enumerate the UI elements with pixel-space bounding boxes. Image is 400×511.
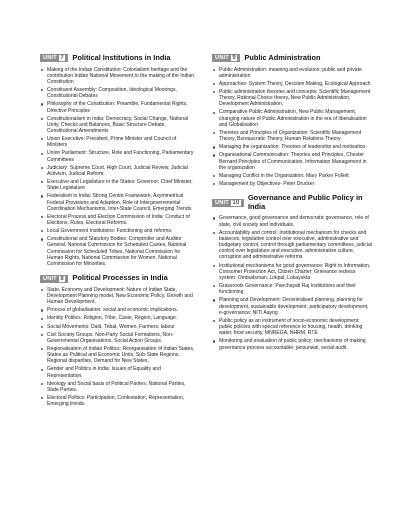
topic-item: Union Executive: President, Prime Minister and Council of Ministers: [40, 136, 195, 148]
topic-item: Theories and Principles of Organization: Scientific Management Theory, Bureaucratic Theory, Human Relations Theory: [212, 130, 372, 142]
topic-item: Making of the Indian Constitution: Colonialism heritage and the contribution Indian National Movement to the making of the Indian Constitution: [40, 67, 195, 86]
topic-item: Governance, good governance and democratic governance, role of state, civil society and individuals.: [212, 215, 372, 227]
unit-badge-label: UNIT: [215, 199, 229, 206]
topic-item: Monitoring and evaluation of public policy; mechanisms of making governance process accountable: jansunwai, social audit.: [212, 338, 372, 350]
topic-list: [40, 287, 195, 408]
topic-item: Regionalisation of Indian Politics: Reorganisation of Indian States, States as Political and Economic Units, Sub-State Regions, Regional disparities, Demand for New States,: [40, 346, 195, 365]
unit-badge-number: 10: [232, 199, 240, 206]
topic-item: Federalism in India: Strong Centre Framework, Asymmetrical Federal Provisions and Adaption, Role of Intergovernmental Coordination Mechanisms, Inter-State Council, Emerging Trends.: [40, 193, 195, 212]
topic-item: Management by Objectives- Peter Drucker: [212, 181, 372, 187]
topic-item: Accountability and control: Institutional mechanism for checks and balances, legislative control over executive, administrative and budgetary control, control through parliamentary committees, judicial control over legislature and executive, administrative culture, corruption and administrative reforms: [212, 230, 372, 261]
topic-item: Identity Politics: Religion, Tribe, Caste, Region, Language.: [40, 315, 195, 321]
topic-item: Public administration theories and concepts: Scientific Management Theory, Rational Choice theory, New Public Administration, Development Administration,: [212, 89, 372, 108]
topic-item: Organisational Communication: Theories and Principles, Chester Bernard Principles of Communication, Information Management in the organization: [212, 152, 372, 171]
topic-item: Comparative Public Administration, New Public Management, changing nature of Public Administration in the era of liberalisation and Globalisation: [212, 109, 372, 128]
topic-item: Grassroots Governance: Panchayati Raj Institutions and their functioning: [212, 283, 372, 295]
unit-heading: [40, 274, 195, 283]
topic-item: Planning and Development: Decentralised planning, planning for development, sustainable development, participatory development, e-governance; NITI Aayog: [212, 297, 372, 316]
topic-list: [212, 67, 372, 188]
unit-badge-number: 7: [60, 55, 64, 62]
topic-list: [40, 67, 195, 268]
topic-item: Gender and Politics in India: Issues of Equality and Representation.: [40, 366, 195, 378]
topic-list: [212, 215, 372, 350]
topic-item: State, Economy and Development: Nature of Indian State, Development Planning model, New Economic Policy, Growth and Human Development.: [40, 287, 195, 306]
unit-badge-label: UNIT: [43, 275, 57, 282]
topic-item: Electoral Process and Election Commission of India: Conduct of Elections, Rules, Electoral Reforms.: [40, 214, 195, 226]
unit-title: Political Institutions in India: [72, 53, 171, 62]
topic-item: Judiciary: Supreme Court, High Court, Judicial Review, Judicial Activism, Judicial Reform.: [40, 165, 195, 177]
unit-section: [40, 274, 195, 407]
unit-badge-number: 9: [232, 55, 236, 62]
topic-item: Local Government Institutions: Functioning and reforms.: [40, 228, 195, 234]
unit-badge: [212, 199, 244, 207]
topic-item: Managing Conflict in the Organization: Mary Parker Follett: [212, 173, 372, 179]
unit-heading: [212, 194, 372, 211]
topic-item: Constitutional and Statutory Bodies: Comptroller and Auditor General, National Commission for Scheduled Castes, National Commission for Scheduled Tribes, National Commission for Human Rights, National Commission for Women, National Commission for Minorities.: [40, 236, 195, 267]
topic-item: Electoral Politics: Participation, Contestation, Representation, Emerging trends.: [40, 395, 195, 407]
topic-item: Philosophy of the Constitution: Preamble, Fundamental Rights, Directive Principles: [40, 101, 195, 113]
topic-item: Public Administration: meaning and evolution; public and private administration: [212, 67, 372, 79]
topic-item: Managing the organization: Theories of leadership and motivation.: [212, 144, 372, 150]
unit-section: [212, 194, 372, 351]
unit-badge: [40, 275, 68, 283]
topic-item: Social Movements: Dalit, Tribal, Women, Farmers, labour: [40, 324, 195, 330]
unit-section: [212, 54, 372, 187]
topic-item: Institutional mechanisms for good governance: Right to Information, Consumer Protection Act, Citizen Charter; Grievance redress system: Ombudsman, Lokpal, Lokayukta: [212, 263, 372, 282]
unit-title: Political Processes in India: [72, 273, 168, 283]
unit-section: [40, 54, 195, 267]
topic-item: Ideology and Social basis of Political Parties: National Parties, State Parties.: [40, 381, 195, 393]
unit-badge-number: 8: [60, 275, 64, 282]
unit-badge-label: UNIT: [43, 55, 57, 62]
unit-badge: [212, 54, 240, 62]
topic-item: Union Parliament: Structure, Role and Functioning, Parliamentary Committees: [40, 150, 195, 162]
topic-item: Constituent Assembly: Composition, Ideological Moorings, Constitutional Debates: [40, 87, 195, 99]
unit-title: Governance and Public Policy in India: [247, 193, 363, 211]
topic-item: Civil Society Groups: Non-Party Social Formations, Non-Governmental Organisations, Social Action Groups.: [40, 332, 195, 344]
right-column: [212, 54, 372, 358]
unit-badge-label: UNIT: [215, 55, 229, 62]
left-column: [40, 54, 195, 414]
topic-item: Process of globalisation: social and economic implications.: [40, 307, 195, 313]
topic-item: Public policy as an instrument of socio-economic development: public policies with special reference to housing, health, drinking water, food security, MNREGA, NHRM, RTE: [212, 318, 372, 337]
topic-item: Approaches: System Theory, Decision Making, Ecological Approach: [212, 81, 372, 87]
unit-badge: [40, 54, 68, 62]
topic-item: Constitutionalism in India: Democracy, Social Change, National Unity, Checks and Balances, Basic Structure Debate, Constitutional Amendments: [40, 116, 195, 135]
unit-heading: [212, 54, 372, 63]
unit-heading: [40, 54, 195, 63]
topic-item: Executive and Legislature in the States: Governor, Chief Minister, State Legislature: [40, 179, 195, 191]
unit-title: Public Administration: [244, 53, 321, 62]
